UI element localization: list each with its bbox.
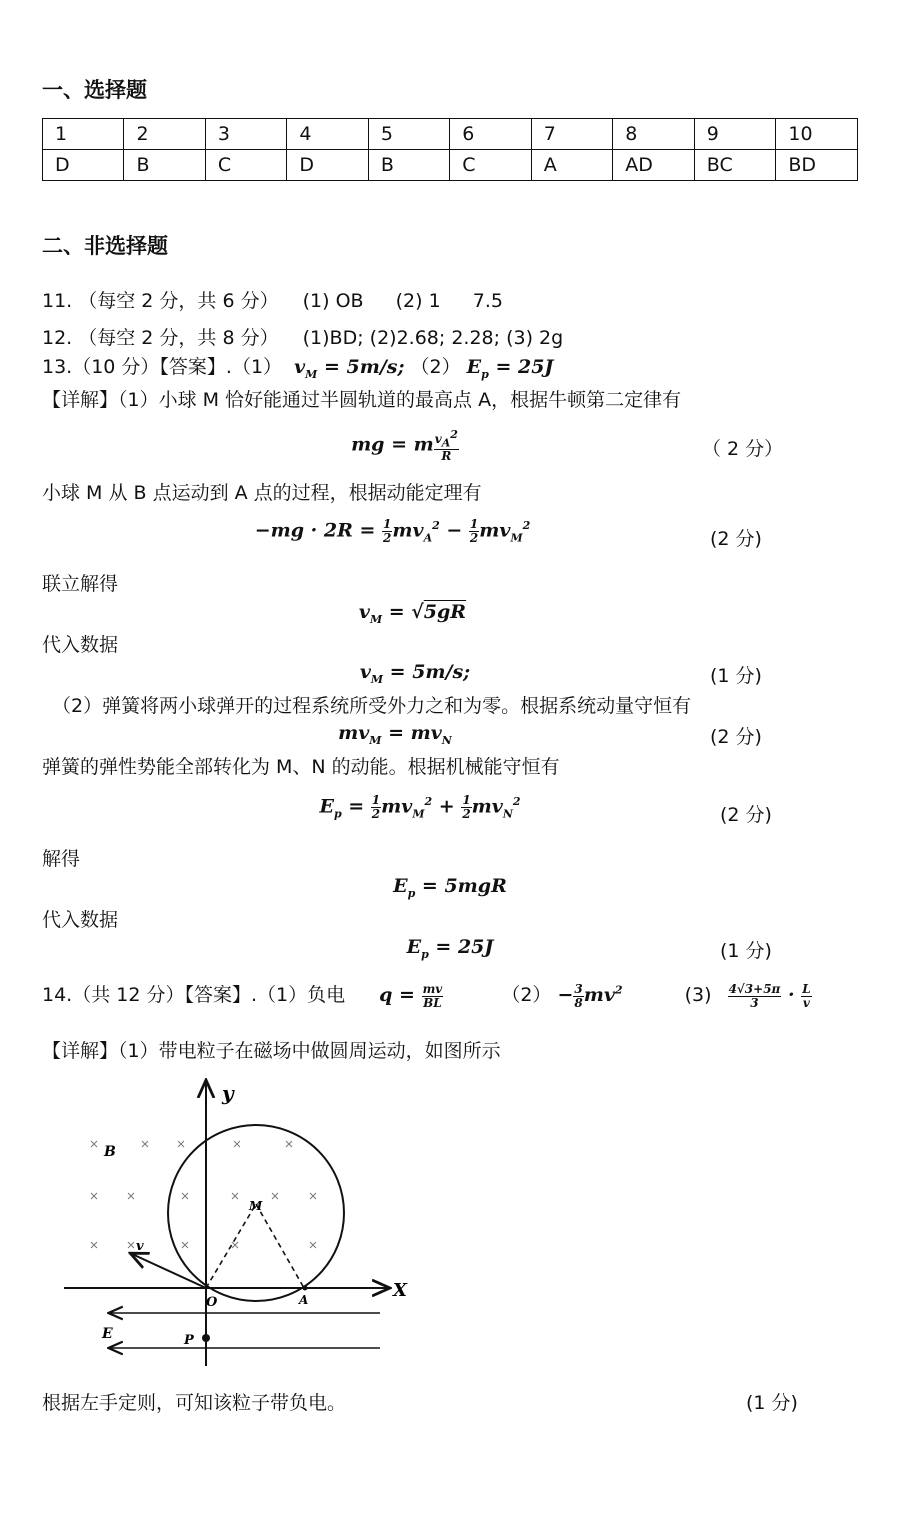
- section-title-nonchoice: 二、非选择题: [42, 234, 168, 258]
- q13-eq6: $E_p$ = $\frac{1}{2}$ $mv_M^2$ + $\frac{1}{2}$ $mv_N^2$: [319, 793, 521, 821]
- q13-line-6: 弹簧的弹性势能全部转化为 M、N 的动能。根据机械能守恒有: [42, 756, 560, 778]
- q13-line-7: 解得: [42, 848, 81, 870]
- q13-line: [42, 352, 553, 381]
- answer-table: [42, 118, 858, 181]
- q13-eq2: −mg · 2R = $\frac{1}{2}$ $mv_A^2$ − $\frac{1}{2}$ $mv_M^2$: [254, 517, 531, 545]
- table-cell: 5: [368, 119, 449, 150]
- q13-answer-2: $E_p = 25J$: [466, 356, 554, 381]
- q12-answer: (1)BD; (2)2.68; 2.28; (3) 2g: [302, 327, 564, 349]
- q14-answer-3: $\frac{4√3+5\pi}{3}$ · $\frac{L}{v}$: [728, 981, 811, 1010]
- table-row-numbers: [43, 119, 858, 150]
- table-cell: B: [368, 150, 449, 181]
- label-b: B: [104, 1144, 116, 1160]
- label-e: E: [102, 1326, 113, 1342]
- q13-line-4: 代入数据: [42, 634, 119, 656]
- point-a: [303, 1286, 308, 1291]
- q13-line-5: （2）弹簧将两小球弹开的过程系统所受外力之和为零。根据系统动量守恒有: [52, 695, 692, 717]
- table-cell: AD: [613, 150, 695, 181]
- table-cell: C: [450, 150, 531, 181]
- q11-line: [42, 286, 503, 313]
- table-cell: C: [205, 150, 286, 181]
- q13-head: 13.（10 分）【答案】.（1）: [42, 356, 283, 378]
- q13-line-8: 代入数据: [42, 909, 119, 931]
- q14-answer-1: q = $\frac{mv}{BL}$: [379, 981, 443, 1010]
- label-v: v: [136, 1239, 144, 1254]
- q13-eq1: mg = m $\frac{v_A^2}{R}$: [351, 428, 458, 464]
- q13-points-6: (2 分): [720, 804, 772, 826]
- q11-answer-2: (2) 1: [395, 290, 441, 312]
- circular-path: [168, 1125, 344, 1301]
- label-o: O: [206, 1295, 218, 1310]
- q14-head: 14.（共 12 分）【答案】.（1）负电: [42, 984, 346, 1006]
- q14-line: [42, 980, 812, 1010]
- table-cell: 10: [776, 119, 858, 150]
- table-cell: 8: [613, 119, 695, 150]
- q13-eq4: $v_M = 5m/s$;: [359, 661, 471, 686]
- q13-eq8: $E_p = 25J$: [406, 936, 494, 961]
- q13-answer-1: $v_M = 5m/s$;: [294, 356, 405, 381]
- q11-answer-1: (1) OB: [302, 290, 364, 312]
- table-cell: 6: [450, 119, 531, 150]
- table-cell: BC: [694, 150, 776, 181]
- q13-eq7: $E_p = 5mgR$: [393, 875, 507, 900]
- q13-eq5: $mv_M = mv_N$: [338, 722, 452, 747]
- radius-line-o: [206, 1204, 256, 1288]
- q13-points-2: (2 分): [710, 528, 762, 550]
- q14-answer-2: − $\frac{3}{8}$ $mv^2$: [557, 981, 623, 1010]
- table-cell: D: [43, 150, 124, 181]
- table-cell: D: [287, 150, 368, 181]
- table-cell: BD: [776, 150, 858, 181]
- velocity-vector: [132, 1254, 206, 1288]
- table-cell: 2: [124, 119, 205, 150]
- q11-head: 11. （每空 2 分，共 6 分）: [42, 290, 279, 312]
- q13-mid: （2）: [410, 356, 461, 378]
- q12-line: [42, 323, 563, 350]
- label-a: A: [299, 1293, 309, 1307]
- q13-points-1: （ 2 分）: [702, 438, 784, 460]
- table-row-answers: [43, 150, 858, 181]
- label-p: P: [184, 1333, 194, 1348]
- table-cell: 1: [43, 119, 124, 150]
- table-cell: 3: [205, 119, 286, 150]
- table-cell: 9: [694, 119, 776, 150]
- table-cell: 4: [287, 119, 368, 150]
- table-cell: B: [124, 150, 205, 181]
- section-title-choice: 一、选择题: [42, 78, 147, 102]
- point-p: [202, 1334, 210, 1342]
- q13-points-8: (1 分): [720, 940, 772, 962]
- q13-eq3: $v_M = √5gR$: [358, 601, 467, 626]
- label-x: X: [393, 1280, 407, 1301]
- q14-answer-3-label: (3): [684, 984, 712, 1006]
- q13-line-3: 联立解得: [42, 573, 119, 595]
- q13-points-5: (2 分): [710, 726, 762, 748]
- q11-answer-3: 7.5: [472, 290, 503, 312]
- q14-conclusion: 根据左手定则，可知该粒子带负电。: [42, 1392, 347, 1414]
- q14-answer-2-label: （2）: [501, 984, 552, 1006]
- table-cell: 7: [531, 119, 612, 150]
- label-y: y: [222, 1081, 234, 1105]
- label-m: M: [249, 1199, 263, 1213]
- q13-line-2: 小球 M 从 B 点运动到 A 点的过程，根据动能定理有: [42, 482, 482, 504]
- field-crosses: [91, 1141, 316, 1248]
- q13-points-4: (1 分): [710, 665, 762, 687]
- q13-detail-intro: 【详解】（1）小球 M 恰好能通过半圆轨道的最高点 A，根据牛顿第二定律有: [42, 389, 682, 411]
- magnetic-field-figure: [0, 1070, 420, 1370]
- q14-detail-intro: 【详解】（1）带电粒子在磁场中做圆周运动，如图所示: [42, 1040, 501, 1062]
- table-cell: A: [531, 150, 612, 181]
- q14-points-conclusion: (1 分): [746, 1392, 798, 1414]
- q12-head: 12. （每空 2 分，共 8 分）: [42, 327, 279, 349]
- radius-line-a: [256, 1204, 304, 1288]
